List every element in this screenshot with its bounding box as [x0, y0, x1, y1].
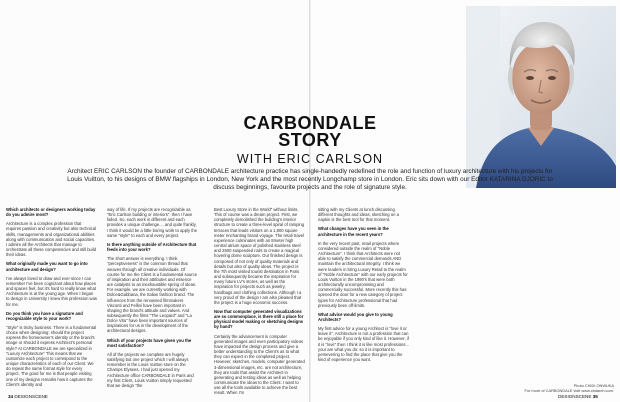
interview-answer: Best Luxury Store in the World" without limits. This of course was a dream project. First, we completely demolished the building's interior structure to create a three-level spiral of ramping terraces that leads visitors on a 1,800 square meter enchanting brand voyage. The retail travel experience culminates with an 8meter high central atrium space of polished stainless steel and 2500 suspended rods to create a magical hovering dome sculpture. Our finished design is composed of not only of quality materials and details but also of quality ideas. The project is the 7th most visited tourist destination in Paris and subsequently became the inspiration for many future LV's stores, as well as the inspiration for projects such as jewelry, handbags and clothing collections. Although I a very proud of the design I am also pleased that the project is a huge economic success.: [214, 207, 305, 305]
interview-answer: Certainly the advancement in computer generated images and even participatory videos have impacted the design process and give a better understanding to the Client's as to what they can expect in the completed project. However, sketches, models, computer generated 3-dimensional images, etc. are not architecture, they are tools that assist the Architect in generating and testing ideas as well as helping communicate the ideas to the Client. I want to use all the tools available to achieve the best result. When I'm: [214, 333, 305, 396]
article-title: [70, 115, 550, 149]
left-page-number: 34: [8, 394, 14, 399]
text-column-1: [6, 207, 97, 391]
photo-credit-line: Photo CHIDI ONWUKA: [573, 383, 614, 388]
right-magazine-name: DESIGNSCENE: [558, 394, 592, 399]
article-title-line-1: CARBONDALE: [243, 113, 377, 133]
interview-answer: I've always loved to draw and ever since I can remember I've been cognizant about how places and spaces feel, but it's hard to really know what Architecture is at the young age. When I began to design in University I knew this profession was for me.: [6, 275, 98, 307]
interview-answer: way of life. If my projects are recognizable as "Eric Carlson building or interiors", then I have failed. So, each work is different and each provides a unique challenge.... and quite frankly, I think it would be a little boring work to apply the same "style" to each and every project.: [107, 207, 198, 238]
interview-answer: sitting with my Clients at lunch discussing different thoughts and ideas, sketching on a napkin is the best tool for that moment.: [318, 207, 399, 223]
article-title-line-2: STORY: [278, 130, 342, 150]
interview-answer: All of the projects we complete are hugely satisfying but one project which I will always remember is the Louis Vuitton store on the Champs Elysees. I had just opened my Architecture office CARBONDALE in Paris and my first Client, Louis Vuitton simply requested that we design "the: [107, 351, 194, 388]
interview-answer: In the very recent past, retail projects where considered outside the realm of "Noble Architecture". I think that Architects were not able to satisfy the commercial demands AND maintain the architectural integrity. I think we were leaders in bring Luxury Retail to the realm of "Noble Architecture" with our early projects for Louis Vuitton in the 1990's that were both architecturally uncompromising and commercially successful. More recently this has opened the door for a new category of project types for Architecture professional that had previously been off-limits.: [318, 240, 408, 308]
interview-question: What originally made you want to go into architecture and design?: [6, 261, 88, 272]
article-subtitle: WITH ERIC CARLSON: [236, 152, 384, 166]
text-column-2: [107, 207, 198, 392]
interview-answer: Architecture is a complex profession that requires passion and creativity but also technical skills, managements and organizational abilities along with communication and social capacities. I admire all the Architects that manage to orchestrate all these competencies and still build their ideas.: [6, 221, 97, 258]
interview-answer: The short answer is everything. I think "perceptiveness" is the common thread that weaves through all creative individuals. Of course for me the Client is a fundamental source of inspiration and their attributes and essence are catalysts to an inexhaustible spring of ideas. For example, we are currently working with Dolce&Gabbana, the Italian fashion brand. The influences from the renowned filmmakers Visconti and Fellini have been important in shaping the brand's attitude and values. And subsequently the films "The Leopard" and "La Dolce Vita" have been important sources of inspirations for us in the development of the architectural designs.: [107, 256, 198, 334]
left-folio: [8, 394, 48, 399]
interview-question: Now that computer generated visualizations are so commonplace, is there still a place for physical model making or sketching designs by hand?: [214, 308, 304, 330]
text-column-3: [214, 207, 305, 399]
right-page-number: 35: [592, 394, 598, 399]
interview-answer: My first advice for a young Architect is "love it or leave it". Architecture is not a profession that can be enjoyable if you only kind of like it. However, if it is "love" then I think it is like most professions... your are what you do: so it is important to persevering to find the place that give you the kind of experience you want.: [318, 326, 410, 363]
interview-question: What advice would you give to young Architects?: [318, 311, 393, 322]
interview-question: Is there anything outside of Architecture that feeds into your work?: [107, 241, 197, 253]
interview-question: Which architects or designers working today do you admire most?: [6, 207, 96, 218]
interview-answer: "Style" is tricky business. There is a fundamental choice when designing: should the project express the homeowner's identity or the brand's image or should it express Architect's personal style? At CARBONDALE we are specialized in "Luxury Architecture" This means that we customize each project to correspond to the unique characteristics of each of our Client. We do repeat the same format style for every project. The good for me is that people visiting one of my designs remarks how it captures the Client's identity and: [6, 324, 97, 387]
text-column-4: [318, 207, 409, 366]
interview-question: Do you think you have a signature and recognizable style to your work?: [6, 310, 83, 321]
left-magazine-name: DESIGNSCENE: [14, 394, 48, 399]
website-credit-line: For more of CARBONDALE visit www.cbdarch.com.: [524, 388, 614, 393]
article-intro: Architect ERIC CARLSON the founder of CARBONDALE architecture practice has single-handedly redefined the role and function of luxury architecture with his projects for Louis Vuitton, to his designs of BMW flagships in London, New York and the most recently Longchamp store in London. Eric sits down with our Editor KATARINA DJORIC to discuss beginnings, favourite projects and the role of signature style.: [67, 168, 553, 192]
right-folio: [558, 394, 598, 399]
photo-credit: [520, 383, 614, 393]
interview-question: What changes have you seen in the architecture in the recent years?: [318, 226, 389, 237]
interview-question: Which of your projects have given you the most satisfaction?: [107, 337, 192, 348]
